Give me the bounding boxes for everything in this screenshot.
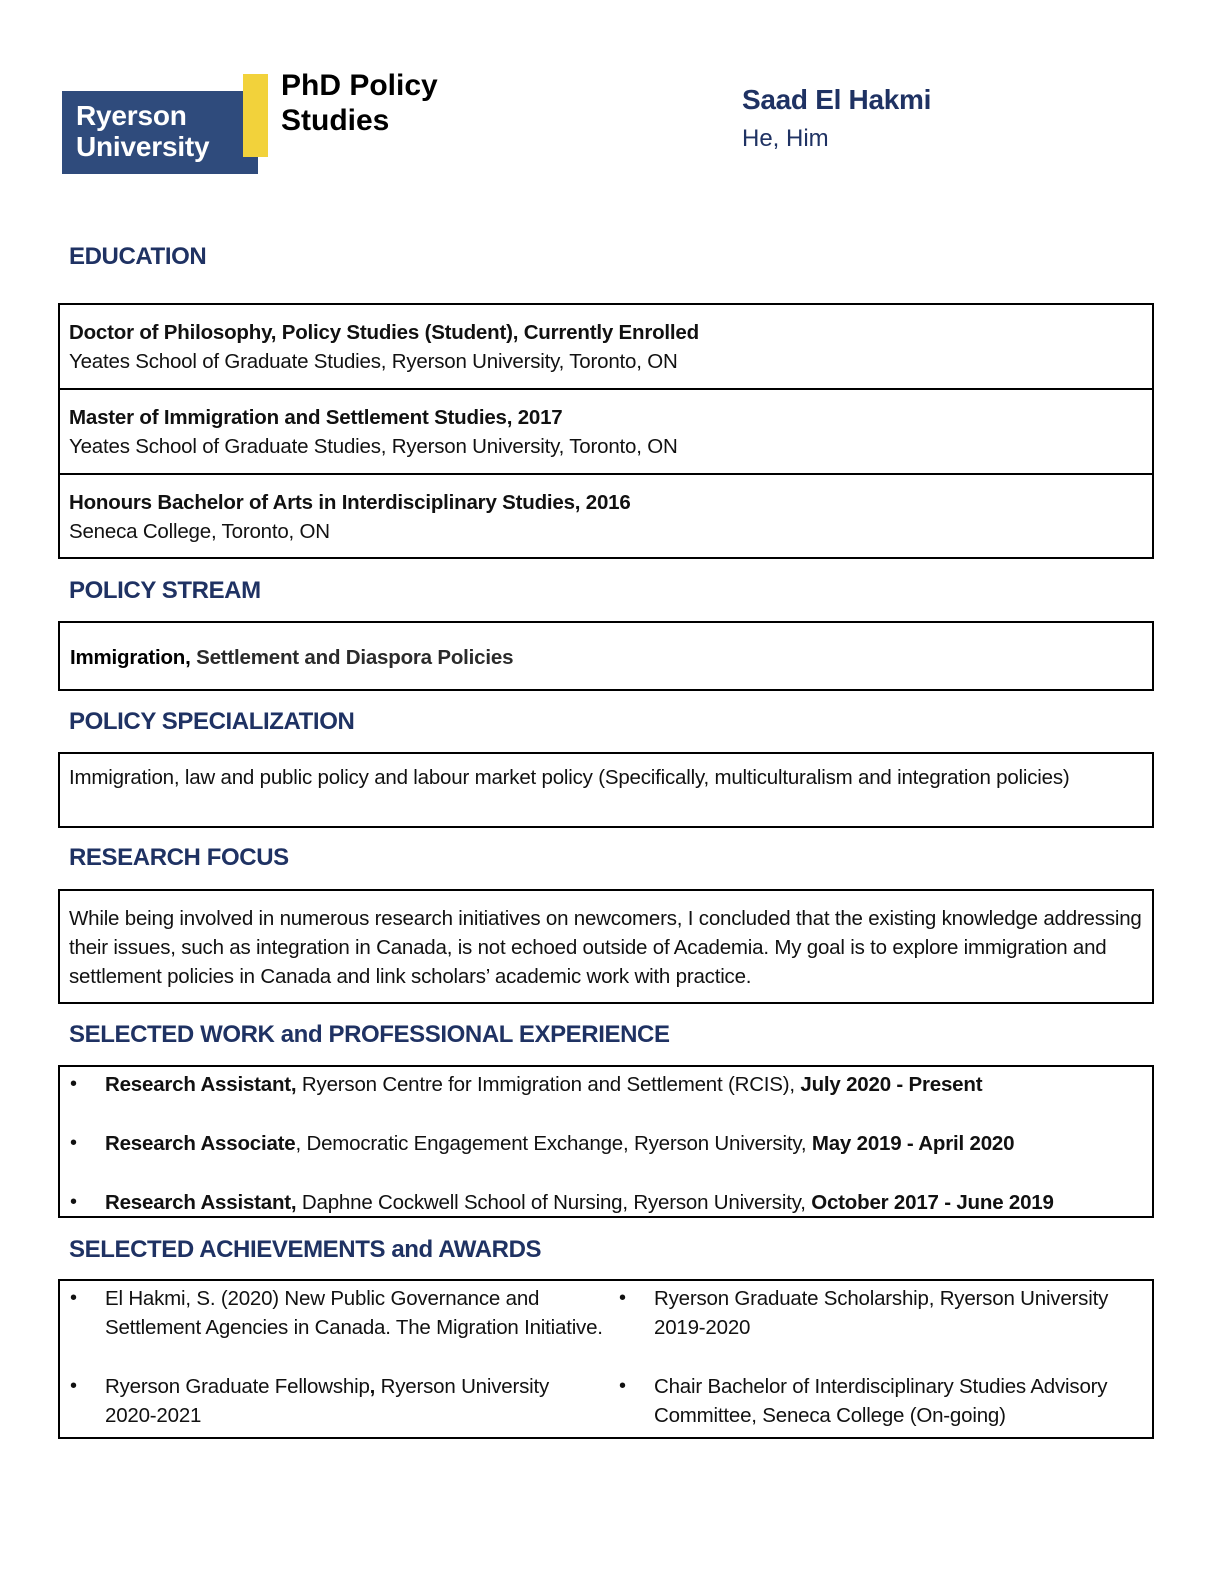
awards-left-column bbox=[60, 1284, 605, 1430]
logo-line-2: University bbox=[76, 131, 210, 162]
bullet-icon: • bbox=[70, 1191, 77, 1213]
experience-dates: July 2020 - Present bbox=[800, 1073, 983, 1096]
education-item bbox=[60, 475, 1152, 558]
experience-role: Research Associate bbox=[105, 1132, 296, 1155]
institution: Yeates School of Graduate Studies, Ryerson University, Toronto, ON bbox=[69, 350, 678, 373]
experience-dates: October 2017 - June 2019 bbox=[811, 1191, 1054, 1214]
bullet-icon: • bbox=[619, 1287, 626, 1309]
awards-right-column bbox=[609, 1284, 1149, 1430]
experience-org: Daphne Cockwell School of Nursing, Ryerson University, bbox=[296, 1191, 812, 1214]
experience-dates: May 2019 - April 2020 bbox=[811, 1132, 1015, 1155]
award-text: El Hakmi, S. (2020) New Public Governance and Settlement Agencies in Canada. The Migration Initiative. bbox=[105, 1287, 603, 1339]
policy-specialization-text: Immigration, law and public policy and labour market policy (Specifically, multiculturalism and integration policies) bbox=[69, 766, 1070, 789]
research-focus-text: While being involved in numerous research initiatives on newcomers, I concluded that the existing knowledge addressing their issues, such as integration in Canada, is not echoed outside of Academia. My goal is to explore immigration and settlement policies in Canada and link scholars’ academic work with practice. bbox=[69, 907, 1142, 988]
degree-title: Doctor of Philosophy, Policy Studies (Student), Currently Enrolled bbox=[69, 321, 699, 344]
experience-org: Ryerson Centre for Immigration and Settlement (RCIS), bbox=[296, 1073, 801, 1096]
experience-heading: SELECTED WORK and PROFESSIONAL EXPERIENCE bbox=[69, 1021, 670, 1048]
program-title-line-2: Studies bbox=[281, 104, 390, 137]
logo-wordmark bbox=[76, 100, 209, 162]
logo-line-1: Ryerson bbox=[76, 100, 187, 131]
experience-role: Research Assistant, bbox=[105, 1073, 297, 1096]
degree-title: Master of Immigration and Settlement Studies, 2017 bbox=[69, 406, 563, 429]
education-box bbox=[58, 303, 1154, 559]
program-title bbox=[281, 68, 438, 138]
bullet-icon: • bbox=[70, 1073, 77, 1095]
award-item bbox=[609, 1372, 1149, 1430]
policy-stream-heading: POLICY STREAM bbox=[69, 577, 261, 604]
pronouns: He, Him bbox=[742, 125, 829, 152]
program-title-line-1: PhD Policy bbox=[281, 69, 438, 102]
bullet-icon: • bbox=[619, 1375, 626, 1397]
education-item bbox=[60, 390, 1152, 475]
policy-stream-box bbox=[58, 621, 1154, 691]
university-logo bbox=[62, 74, 268, 174]
award-text: Ryerson Graduate Scholarship, Ryerson University 2019-2020 bbox=[654, 1287, 1109, 1339]
award-item bbox=[609, 1284, 1149, 1372]
institution: Seneca College, Toronto, ON bbox=[69, 520, 330, 543]
experience-org: , Democratic Engagement Exchange, Ryerson University, bbox=[295, 1132, 812, 1155]
experience-role: Research Assistant, bbox=[105, 1191, 297, 1214]
award-text: Chair Bachelor of Interdisciplinary Studies Advisory Committee, Seneca College (On-going) bbox=[654, 1375, 1108, 1427]
award-text: Ryerson Graduate Fellowship bbox=[105, 1375, 370, 1398]
awards-box bbox=[58, 1279, 1154, 1439]
awards-heading: SELECTED ACHIEVEMENTS and AWARDS bbox=[69, 1236, 542, 1263]
experience-item bbox=[60, 1067, 1152, 1126]
policy-specialization-box bbox=[58, 752, 1154, 828]
award-item bbox=[60, 1284, 605, 1372]
policy-specialization-heading: POLICY SPECIALIZATION bbox=[69, 708, 355, 735]
experience-item bbox=[60, 1126, 1152, 1185]
education-item bbox=[60, 305, 1152, 390]
award-item bbox=[60, 1372, 605, 1430]
experience-box bbox=[58, 1065, 1154, 1218]
bullet-icon: • bbox=[70, 1287, 77, 1309]
policy-stream-secondary: Settlement and Diaspora Policies bbox=[190, 646, 514, 669]
research-focus-box bbox=[58, 889, 1154, 1004]
bullet-icon: • bbox=[70, 1132, 77, 1154]
logo-yellow-bar bbox=[243, 74, 268, 157]
award-text-comma: , bbox=[369, 1375, 376, 1398]
person-name: Saad El Hakmi bbox=[742, 84, 932, 115]
policy-stream-primary: Immigration, bbox=[70, 646, 191, 669]
logo-blue-block bbox=[62, 91, 258, 174]
degree-title: Honours Bachelor of Arts in Interdisciplinary Studies, 2016 bbox=[69, 491, 631, 514]
award-text: Ryerson University 2020-2021 bbox=[105, 1375, 550, 1427]
education-heading: EDUCATION bbox=[69, 243, 207, 270]
institution: Yeates School of Graduate Studies, Ryerson University, Toronto, ON bbox=[69, 435, 678, 458]
research-focus-heading: RESEARCH FOCUS bbox=[69, 844, 289, 871]
profile-name-block bbox=[742, 82, 931, 154]
bullet-icon: • bbox=[70, 1375, 77, 1397]
